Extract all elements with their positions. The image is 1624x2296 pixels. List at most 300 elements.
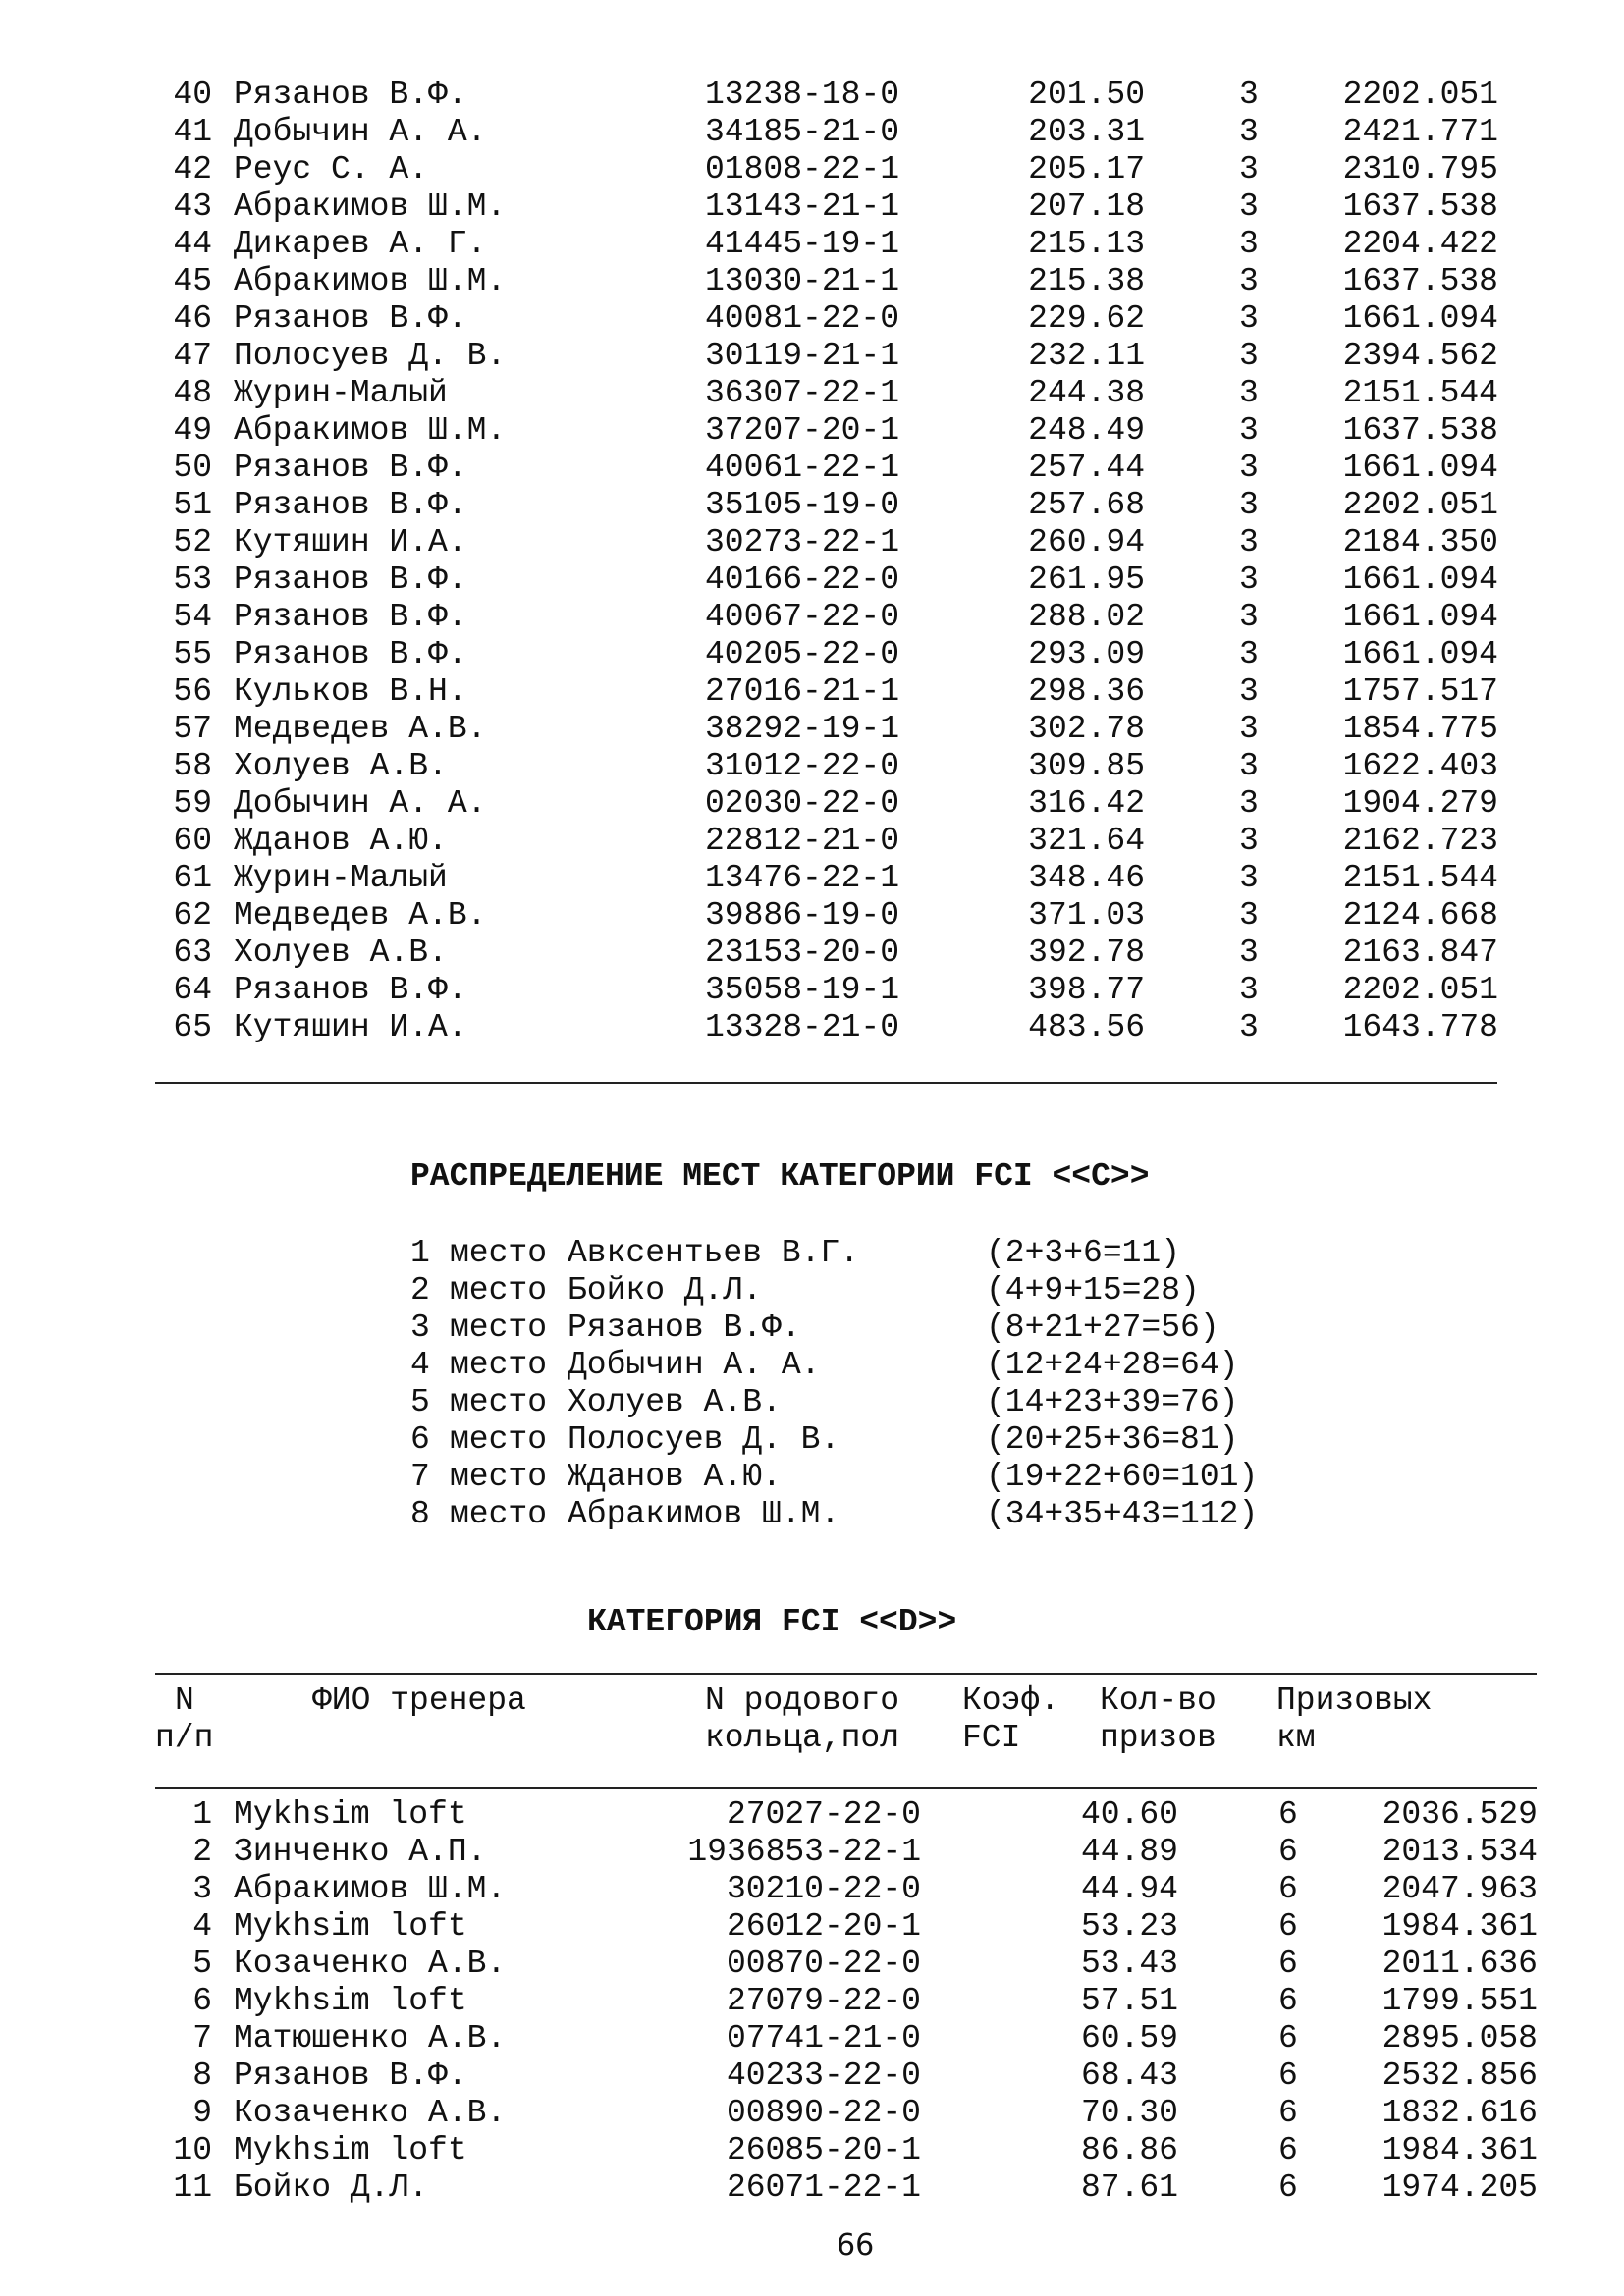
table-row	[0, 748, 1624, 785]
place-row	[0, 1496, 1624, 1533]
row-number: 55	[173, 636, 212, 672]
prize-km: 1637.538	[1342, 263, 1498, 299]
prize-km: 1661.094	[1342, 450, 1498, 486]
header-ring: N родового	[705, 1682, 900, 1719]
table-row	[0, 1009, 1624, 1046]
fci-coefficient: 257.68	[1028, 487, 1145, 523]
ring-number: 40233-22-0	[726, 2057, 921, 2094]
prize-count: 6	[1278, 1834, 1298, 1870]
fci-coefficient: 53.43	[1080, 1946, 1178, 1982]
ring-number: 35058-19-1	[705, 972, 900, 1008]
fci-coefficient: 371.03	[1028, 897, 1145, 934]
prize-km: 1661.094	[1342, 636, 1498, 672]
table-row	[0, 338, 1624, 375]
header-prizes: Кол-во	[1100, 1682, 1217, 1719]
fci-coefficient: 44.89	[1080, 1834, 1178, 1870]
prize-km: 1832.616	[1381, 2095, 1538, 2131]
place-label: место	[450, 1459, 548, 1495]
row-number: 2	[192, 1834, 212, 1870]
prize-km: 2047.963	[1381, 1871, 1538, 1907]
table-header-row-2	[0, 1720, 1624, 1757]
row-number: 5	[192, 1946, 212, 1982]
prize-count: 3	[1239, 338, 1259, 374]
prize-count: 6	[1278, 1908, 1298, 1945]
ring-number: 27027-22-0	[726, 1796, 921, 1833]
ring-number: 36307-22-1	[705, 375, 900, 411]
prize-km: 1904.279	[1342, 785, 1498, 822]
fci-coefficient: 483.56	[1028, 1009, 1145, 1045]
row-number: 54	[173, 599, 212, 635]
fci-coefficient: 229.62	[1028, 300, 1145, 337]
trainer-name: Медведев А.В.	[234, 897, 487, 934]
row-number: 60	[173, 823, 212, 859]
table-row	[0, 785, 1624, 823]
table-row	[0, 487, 1624, 524]
prize-km: 1637.538	[1342, 412, 1498, 449]
place-calculation: (12+24+28=64)	[986, 1347, 1239, 1383]
table-row	[0, 2169, 1624, 2207]
table-row	[0, 823, 1624, 860]
ring-number: 13476-22-1	[705, 860, 900, 896]
trainer-name: Добычин А. А.	[234, 114, 487, 150]
fci-coefficient: 232.11	[1028, 338, 1145, 374]
trainer-name: Дикарев А. Г.	[234, 226, 487, 262]
ring-number: 31012-22-0	[705, 748, 900, 784]
table-row	[0, 1871, 1624, 1908]
trainer-name: Полосуев Д. В.	[234, 338, 507, 374]
trainer-name: Рязанов В.Ф.	[234, 450, 467, 486]
prize-count: 3	[1239, 823, 1259, 859]
place-row	[0, 1309, 1624, 1347]
prize-km: 2036.529	[1381, 1796, 1538, 1833]
prize-count: 3	[1239, 263, 1259, 299]
table-row	[0, 972, 1624, 1009]
fci-coefficient: 86.86	[1080, 2132, 1178, 2168]
prize-km: 1984.361	[1381, 1908, 1538, 1945]
table-row	[0, 599, 1624, 636]
trainer-name: Матюшенко А.В.	[234, 2020, 507, 2056]
ring-number: 40205-22-0	[705, 636, 900, 672]
prize-km: 1622.403	[1342, 748, 1498, 784]
place-name: Авксентьев В.Г.	[568, 1235, 860, 1271]
header-bottom-rule	[155, 1787, 1537, 1789]
row-number: 47	[173, 338, 212, 374]
place-row	[0, 1384, 1624, 1421]
prize-count: 6	[1278, 2020, 1298, 2056]
prize-km: 2310.795	[1342, 151, 1498, 187]
ring-number: 40166-22-0	[705, 561, 900, 598]
prize-km: 1661.094	[1342, 300, 1498, 337]
table-row	[0, 2057, 1624, 2095]
table-row	[0, 375, 1624, 412]
place-name: Холуев А.В.	[568, 1384, 782, 1420]
trainer-name: Жданов А.Ю.	[234, 823, 448, 859]
fci-coefficient: 293.09	[1028, 636, 1145, 672]
ring-number: 23153-20-0	[705, 934, 900, 971]
ring-number: 37207-20-1	[705, 412, 900, 449]
prize-count: 3	[1239, 1009, 1259, 1045]
place-name: Абракимов Ш.М.	[568, 1496, 840, 1532]
row-number: 46	[173, 300, 212, 337]
fci-coefficient: 248.49	[1028, 412, 1145, 449]
prize-count: 6	[1278, 2132, 1298, 2168]
ring-number: 40081-22-0	[705, 300, 900, 337]
place-label: место	[450, 1272, 548, 1308]
ring-number: 07741-21-0	[726, 2020, 921, 2056]
place-calculation: (14+23+39=76)	[986, 1384, 1239, 1420]
ring-number: 00870-22-0	[726, 1946, 921, 1982]
row-number: 61	[173, 860, 212, 896]
prize-count: 3	[1239, 450, 1259, 486]
fci-coefficient: 288.02	[1028, 599, 1145, 635]
row-number: 3	[192, 1871, 212, 1907]
ring-number: 39886-19-0	[705, 897, 900, 934]
fci-coefficient: 53.23	[1080, 1908, 1178, 1945]
trainer-name: Рязанов В.Ф.	[234, 77, 467, 113]
page-number: 66	[837, 2228, 875, 2263]
row-number: 44	[173, 226, 212, 262]
table-row	[0, 151, 1624, 188]
prize-km: 1974.205	[1381, 2169, 1538, 2206]
fci-coefficient: 309.85	[1028, 748, 1145, 784]
trainer-name: Козаченко А.В.	[234, 2095, 507, 2131]
fci-coefficient: 44.94	[1080, 1871, 1178, 1907]
prize-count: 3	[1239, 748, 1259, 784]
row-number: 48	[173, 375, 212, 411]
header-ring-sub: кольца,пол	[705, 1720, 900, 1756]
place-row	[0, 1347, 1624, 1384]
table-row	[0, 1834, 1624, 1871]
prize-count: 3	[1239, 934, 1259, 971]
header-prizes-sub: призов	[1100, 1720, 1217, 1756]
table-row	[0, 1983, 1624, 2020]
trainer-name: Рязанов В.Ф.	[234, 561, 467, 598]
ring-number: 30273-22-1	[705, 524, 900, 561]
prize-count: 3	[1239, 673, 1259, 710]
prize-km: 1854.775	[1342, 711, 1498, 747]
prize-km: 2394.562	[1342, 338, 1498, 374]
trainer-name: Козаченко А.В.	[234, 1946, 507, 1982]
fci-coefficient: 261.95	[1028, 561, 1145, 598]
row-number: 43	[173, 188, 212, 225]
header-coef-sub: FCI	[962, 1720, 1021, 1756]
fci-coefficient: 348.46	[1028, 860, 1145, 896]
fci-coefficient: 207.18	[1028, 188, 1145, 225]
fci-coefficient: 321.64	[1028, 823, 1145, 859]
prize-count: 3	[1239, 300, 1259, 337]
trainer-name: Рязанов В.Ф.	[234, 636, 467, 672]
prize-count: 3	[1239, 561, 1259, 598]
prize-km: 1661.094	[1342, 561, 1498, 598]
table-row	[0, 188, 1624, 226]
ring-number: 40067-22-0	[705, 599, 900, 635]
fci-coefficient: 70.30	[1080, 2095, 1178, 2131]
prize-km: 1643.778	[1342, 1009, 1498, 1045]
ring-number: 26012-20-1	[726, 1908, 921, 1945]
place-number: 1	[410, 1235, 430, 1271]
ring-number: 13030-21-1	[705, 263, 900, 299]
trainer-name: Рязанов В.Ф.	[234, 487, 467, 523]
prize-count: 6	[1278, 1983, 1298, 2019]
place-row	[0, 1421, 1624, 1459]
row-number: 58	[173, 748, 212, 784]
row-number: 6	[192, 1983, 212, 2019]
fci-coefficient: 201.50	[1028, 77, 1145, 113]
place-label: место	[450, 1384, 548, 1420]
row-number: 53	[173, 561, 212, 598]
ring-number: 30119-21-1	[705, 338, 900, 374]
ring-number: 26085-20-1	[726, 2132, 921, 2168]
table-row	[0, 711, 1624, 748]
trainer-name: Mykhsim loft	[234, 1796, 467, 1833]
prize-km: 2184.350	[1342, 524, 1498, 561]
place-calculation: (2+3+6=11)	[986, 1235, 1181, 1271]
trainer-name: Рязанов В.Ф.	[234, 972, 467, 1008]
trainer-name: Кутяшин И.А.	[234, 524, 467, 561]
row-number: 1	[192, 1796, 212, 1833]
row-number: 51	[173, 487, 212, 523]
ring-number: 26071-22-1	[726, 2169, 921, 2206]
prize-km: 1799.551	[1381, 1983, 1538, 2019]
trainer-name: Рязанов В.Ф.	[234, 2057, 467, 2094]
fci-coefficient: 87.61	[1080, 2169, 1178, 2206]
trainer-name: Рязанов В.Ф.	[234, 599, 467, 635]
prize-count: 3	[1239, 897, 1259, 934]
row-number: 41	[173, 114, 212, 150]
ring-number: 34185-21-0	[705, 114, 900, 150]
row-number: 49	[173, 412, 212, 449]
fci-coefficient: 205.17	[1028, 151, 1145, 187]
prize-km: 1637.538	[1342, 188, 1498, 225]
row-number: 45	[173, 263, 212, 299]
prize-count: 3	[1239, 524, 1259, 561]
prize-count: 3	[1239, 487, 1259, 523]
trainer-name: Кутяшин И.А.	[234, 1009, 467, 1045]
ring-number: 1936853-22-1	[687, 1834, 921, 1870]
row-number: 56	[173, 673, 212, 710]
place-number: 2	[410, 1272, 430, 1308]
table-row	[0, 2095, 1624, 2132]
trainer-name: Mykhsim loft	[234, 1908, 467, 1945]
place-label: место	[450, 1421, 548, 1458]
table-row	[0, 636, 1624, 673]
table-row	[0, 860, 1624, 897]
prize-count: 3	[1239, 785, 1259, 822]
row-number: 40	[173, 77, 212, 113]
ring-number: 13143-21-1	[705, 188, 900, 225]
trainer-name: Кульков В.Н.	[234, 673, 467, 710]
prize-count: 3	[1239, 188, 1259, 225]
row-number: 4	[192, 1908, 212, 1945]
table-row	[0, 114, 1624, 151]
prize-km: 2124.668	[1342, 897, 1498, 934]
ring-number: 01808-22-1	[705, 151, 900, 187]
prize-count: 3	[1239, 860, 1259, 896]
prize-count: 3	[1239, 599, 1259, 635]
trainer-name: Абракимов Ш.М.	[234, 412, 507, 449]
fci-coefficient: 260.94	[1028, 524, 1145, 561]
header-n: N	[175, 1682, 194, 1719]
trainer-name: Бойко Д.Л.	[234, 2169, 429, 2206]
table-row	[0, 1796, 1624, 1834]
fci-coefficient: 316.42	[1028, 785, 1145, 822]
trainer-name: Журин-Малый	[234, 375, 448, 411]
table-row	[0, 897, 1624, 934]
trainer-name: Медведев А.В.	[234, 711, 487, 747]
ring-number: 38292-19-1	[705, 711, 900, 747]
prize-count: 3	[1239, 711, 1259, 747]
prize-km: 2895.058	[1381, 2020, 1538, 2056]
row-number: 9	[192, 2095, 212, 2131]
prize-count: 3	[1239, 226, 1259, 262]
prize-km: 1757.517	[1342, 673, 1498, 710]
row-number: 10	[173, 2132, 212, 2168]
fci-coefficient: 257.44	[1028, 450, 1145, 486]
row-number: 50	[173, 450, 212, 486]
prize-count: 3	[1239, 151, 1259, 187]
place-number: 5	[410, 1384, 430, 1420]
table-row	[0, 226, 1624, 263]
place-calculation: (34+35+43=112)	[986, 1496, 1259, 1532]
trainer-name: Mykhsim loft	[234, 1983, 467, 2019]
prize-km: 2151.544	[1342, 375, 1498, 411]
header-km: Призовых	[1276, 1682, 1433, 1719]
place-label: место	[450, 1309, 548, 1346]
prize-km: 1984.361	[1381, 2132, 1538, 2168]
trainer-name: Реус С. А.	[234, 151, 429, 187]
place-name: Добычин А. А.	[568, 1347, 821, 1383]
ring-number: 00890-22-0	[726, 2095, 921, 2131]
place-number: 3	[410, 1309, 430, 1346]
trainer-name: Холуев А.В.	[234, 934, 448, 971]
trainer-name: Холуев А.В.	[234, 748, 448, 784]
place-calculation: (19+22+60=101)	[986, 1459, 1259, 1495]
prize-km: 1661.094	[1342, 599, 1498, 635]
place-name: Жданов А.Ю.	[568, 1459, 782, 1495]
row-number: 64	[173, 972, 212, 1008]
row-number: 8	[192, 2057, 212, 2094]
ring-number: 30210-22-0	[726, 1871, 921, 1907]
fci-coefficient: 68.43	[1080, 2057, 1178, 2094]
row-number: 63	[173, 934, 212, 971]
prize-count: 6	[1278, 1946, 1298, 1982]
place-calculation: (20+25+36=81)	[986, 1421, 1239, 1458]
place-number: 7	[410, 1459, 430, 1495]
prize-km: 2532.856	[1381, 2057, 1538, 2094]
trainer-name: Mykhsim loft	[234, 2132, 467, 2168]
prize-count: 3	[1239, 375, 1259, 411]
prize-count: 3	[1239, 77, 1259, 113]
header-coef: Коэф.	[962, 1682, 1060, 1719]
row-number: 52	[173, 524, 212, 561]
prize-km: 2202.051	[1342, 77, 1498, 113]
prize-count: 6	[1278, 2169, 1298, 2206]
prize-count: 6	[1278, 1796, 1298, 1833]
place-name: Бойко Д.Л.	[568, 1272, 763, 1308]
table-row	[0, 263, 1624, 300]
prize-km: 2011.636	[1381, 1946, 1538, 1982]
trainer-name: Журин-Малый	[234, 860, 448, 896]
ring-number: 27016-21-1	[705, 673, 900, 710]
category-d-title: КАТЕГОРИЯ FCI <<D>>	[587, 1604, 957, 1640]
prize-km: 2151.544	[1342, 860, 1498, 896]
ring-number: 13328-21-0	[705, 1009, 900, 1045]
prize-count: 3	[1239, 412, 1259, 449]
ring-number: 27079-22-0	[726, 1983, 921, 2019]
fci-coefficient: 298.36	[1028, 673, 1145, 710]
trainer-name: Добычин А. А.	[234, 785, 487, 822]
ring-number: 13238-18-0	[705, 77, 900, 113]
places-c-title: РАСПРЕДЕЛЕНИЕ МЕСТ КАТЕГОРИИ FCI <<C>>	[410, 1158, 1150, 1195]
place-label: место	[450, 1347, 548, 1383]
prize-count: 3	[1239, 636, 1259, 672]
header-km-sub: км	[1276, 1720, 1316, 1756]
table-row	[0, 561, 1624, 599]
prize-km: 2204.422	[1342, 226, 1498, 262]
table-row	[0, 1946, 1624, 1983]
fci-coefficient: 302.78	[1028, 711, 1145, 747]
prize-km: 2162.723	[1342, 823, 1498, 859]
trainer-name: Абракимов Ш.М.	[234, 263, 507, 299]
fci-coefficient: 398.77	[1028, 972, 1145, 1008]
table-row	[0, 673, 1624, 711]
place-name: Полосуев Д. В.	[568, 1421, 840, 1458]
row-number: 59	[173, 785, 212, 822]
prize-count: 6	[1278, 2095, 1298, 2131]
prize-count: 3	[1239, 114, 1259, 150]
row-number: 11	[173, 2169, 212, 2206]
row-number: 57	[173, 711, 212, 747]
table-divider	[155, 1082, 1497, 1084]
prize-km: 2202.051	[1342, 487, 1498, 523]
fci-coefficient: 215.13	[1028, 226, 1145, 262]
header-n-sub: п/п	[155, 1720, 214, 1756]
ring-number: 40061-22-1	[705, 450, 900, 486]
prize-km: 2202.051	[1342, 972, 1498, 1008]
fci-coefficient: 60.59	[1080, 2020, 1178, 2056]
table-row	[0, 524, 1624, 561]
place-row	[0, 1459, 1624, 1496]
table-row	[0, 2132, 1624, 2169]
prize-count: 6	[1278, 2057, 1298, 2094]
prize-km: 2421.771	[1342, 114, 1498, 150]
ring-number: 41445-19-1	[705, 226, 900, 262]
prize-count: 6	[1278, 1871, 1298, 1907]
table-top-rule	[155, 1673, 1537, 1675]
fci-coefficient: 40.60	[1080, 1796, 1178, 1833]
table-header-row-1	[0, 1682, 1624, 1720]
table-row	[0, 934, 1624, 972]
ring-number: 35105-19-0	[705, 487, 900, 523]
place-number: 8	[410, 1496, 430, 1532]
table-row	[0, 412, 1624, 450]
place-number: 6	[410, 1421, 430, 1458]
fci-coefficient: 215.38	[1028, 263, 1145, 299]
fci-coefficient: 392.78	[1028, 934, 1145, 971]
row-number: 62	[173, 897, 212, 934]
table-row	[0, 2020, 1624, 2057]
trainer-name: Абракимов Ш.М.	[234, 1871, 507, 1907]
place-calculation: (8+21+27=56)	[986, 1309, 1219, 1346]
place-row	[0, 1235, 1624, 1272]
header-name: ФИО тренера	[312, 1682, 526, 1719]
prize-count: 3	[1239, 972, 1259, 1008]
trainer-name: Абракимов Ш.М.	[234, 188, 507, 225]
row-number: 65	[173, 1009, 212, 1045]
row-number: 42	[173, 151, 212, 187]
prize-km: 2163.847	[1342, 934, 1498, 971]
trainer-name: Рязанов В.Ф.	[234, 300, 467, 337]
